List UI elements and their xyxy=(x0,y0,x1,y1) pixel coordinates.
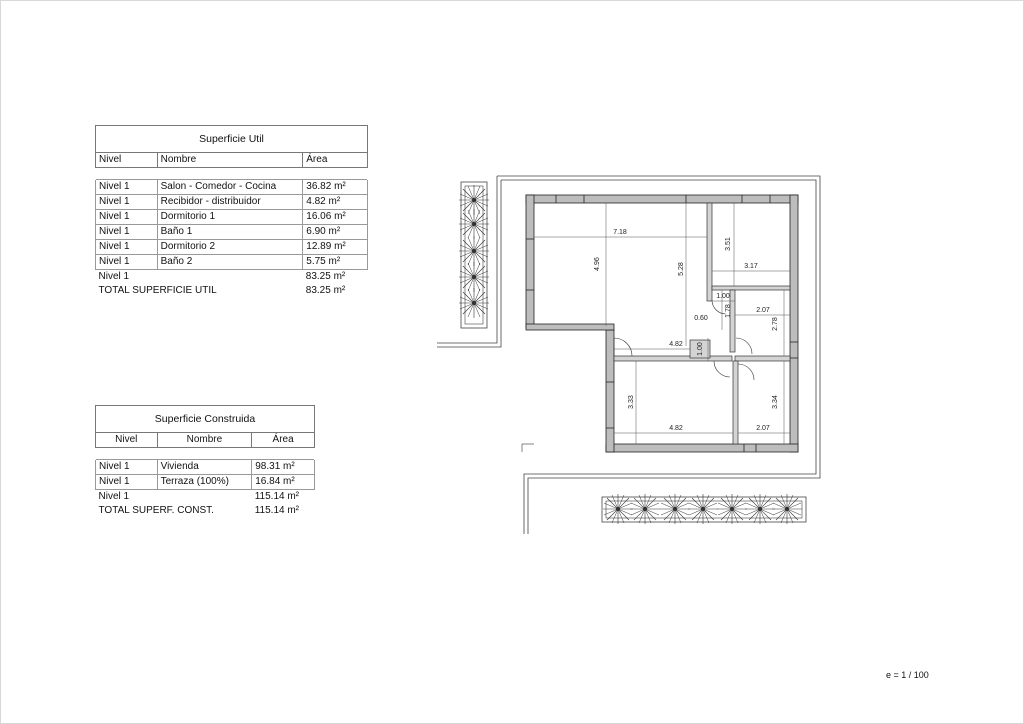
planter-bottom xyxy=(602,494,806,524)
dim-hall-height: 1.00 xyxy=(697,342,704,356)
dim-bath2-height: 3.34 xyxy=(772,395,779,409)
dim-salon-width: 7.18 xyxy=(613,229,627,236)
dim-pass-width: 1.00 xyxy=(716,293,730,300)
cell-nivel: Nivel 1 xyxy=(96,240,158,255)
cell-nivel: Nivel 1 xyxy=(96,475,158,490)
dim-salon-depth: 4.96 xyxy=(594,257,601,271)
construida-header-area: Área xyxy=(252,433,315,448)
total-label: TOTAL SUPERFICIE UTIL xyxy=(98,285,217,296)
util-header-nombre: Nombre xyxy=(157,153,303,168)
dim-small-height: 1.78 xyxy=(725,304,732,318)
dim-door-gap: 0.60 xyxy=(694,315,708,322)
cell-area: 36.82 m² xyxy=(303,180,368,195)
cell-nivel: Nivel 1 xyxy=(96,180,158,195)
dim-salon-depth-total: 5.28 xyxy=(678,262,685,276)
dim-bath-width: 2.07 xyxy=(756,307,770,314)
cell-nombre: Recibidor - distribuidor xyxy=(157,195,303,210)
cell-nombre: Baño 1 xyxy=(157,225,303,240)
total-area: 115.14 m² xyxy=(254,505,300,516)
subtotal-nivel: Nivel 1 xyxy=(98,491,130,502)
cell-area: 16.84 m² xyxy=(252,475,315,490)
terrace-outline xyxy=(437,176,820,534)
dim-bath-height: 2.78 xyxy=(772,317,779,331)
cell-nivel: Nivel 1 xyxy=(96,210,158,225)
dim-hall-width: 4.82 xyxy=(669,341,683,348)
cell-nombre: Dormitorio 2 xyxy=(157,240,303,255)
interior-walls xyxy=(614,203,790,444)
construida-table-title: Superficie Construida xyxy=(96,406,315,433)
cell-area: 5.75 m² xyxy=(303,255,368,270)
exterior-walls xyxy=(526,195,798,452)
cell-area: 4.82 m² xyxy=(303,195,368,210)
dimension-labels xyxy=(594,229,779,432)
cell-nombre: Terraza (100%) xyxy=(157,475,252,490)
subtotal-nivel: Nivel 1 xyxy=(98,271,130,282)
dim-top-right-width: 3.17 xyxy=(744,263,758,270)
cell-nivel: Nivel 1 xyxy=(96,195,158,210)
util-header-area: Área xyxy=(303,153,368,168)
dim-bath2-width: 2.07 xyxy=(756,425,770,432)
cell-nivel: Nivel 1 xyxy=(96,460,158,475)
util-header-nivel: Nivel xyxy=(96,153,158,168)
cell-area: 16.06 m² xyxy=(303,210,368,225)
subtotal-area: 83.25 m² xyxy=(305,271,346,282)
construida-header-nombre: Nombre xyxy=(157,433,252,448)
cell-nivel: Nivel 1 xyxy=(96,225,158,240)
subtotal-area: 115.14 m² xyxy=(254,491,300,502)
door-swings xyxy=(522,300,754,452)
dim-top-right-height: 3.51 xyxy=(725,237,732,251)
scale-label: e = 1 / 100 xyxy=(886,670,929,680)
total-label: TOTAL SUPERF. CONST. xyxy=(98,505,214,516)
cell-nombre: Salon - Comedor - Cocina xyxy=(157,180,303,195)
dimension-lines xyxy=(534,203,790,444)
cell-nombre: Dormitorio 1 xyxy=(157,210,303,225)
cell-area: 98.31 m² xyxy=(252,460,315,475)
planter-left xyxy=(459,182,489,328)
util-table-title: Superficie Util xyxy=(96,126,368,153)
dim-bed-width: 4.82 xyxy=(669,425,683,432)
cell-nivel: Nivel 1 xyxy=(96,255,158,270)
cell-area: 6.90 m² xyxy=(303,225,368,240)
cell-area: 12.89 m² xyxy=(303,240,368,255)
cell-nombre: Baño 2 xyxy=(157,255,303,270)
dim-bed-height: 3.33 xyxy=(628,395,635,409)
construida-header-nivel: Nivel xyxy=(96,433,158,448)
window-marks xyxy=(526,195,798,452)
total-area: 83.25 m² xyxy=(305,285,346,296)
cell-nombre: Vivienda xyxy=(157,460,252,475)
